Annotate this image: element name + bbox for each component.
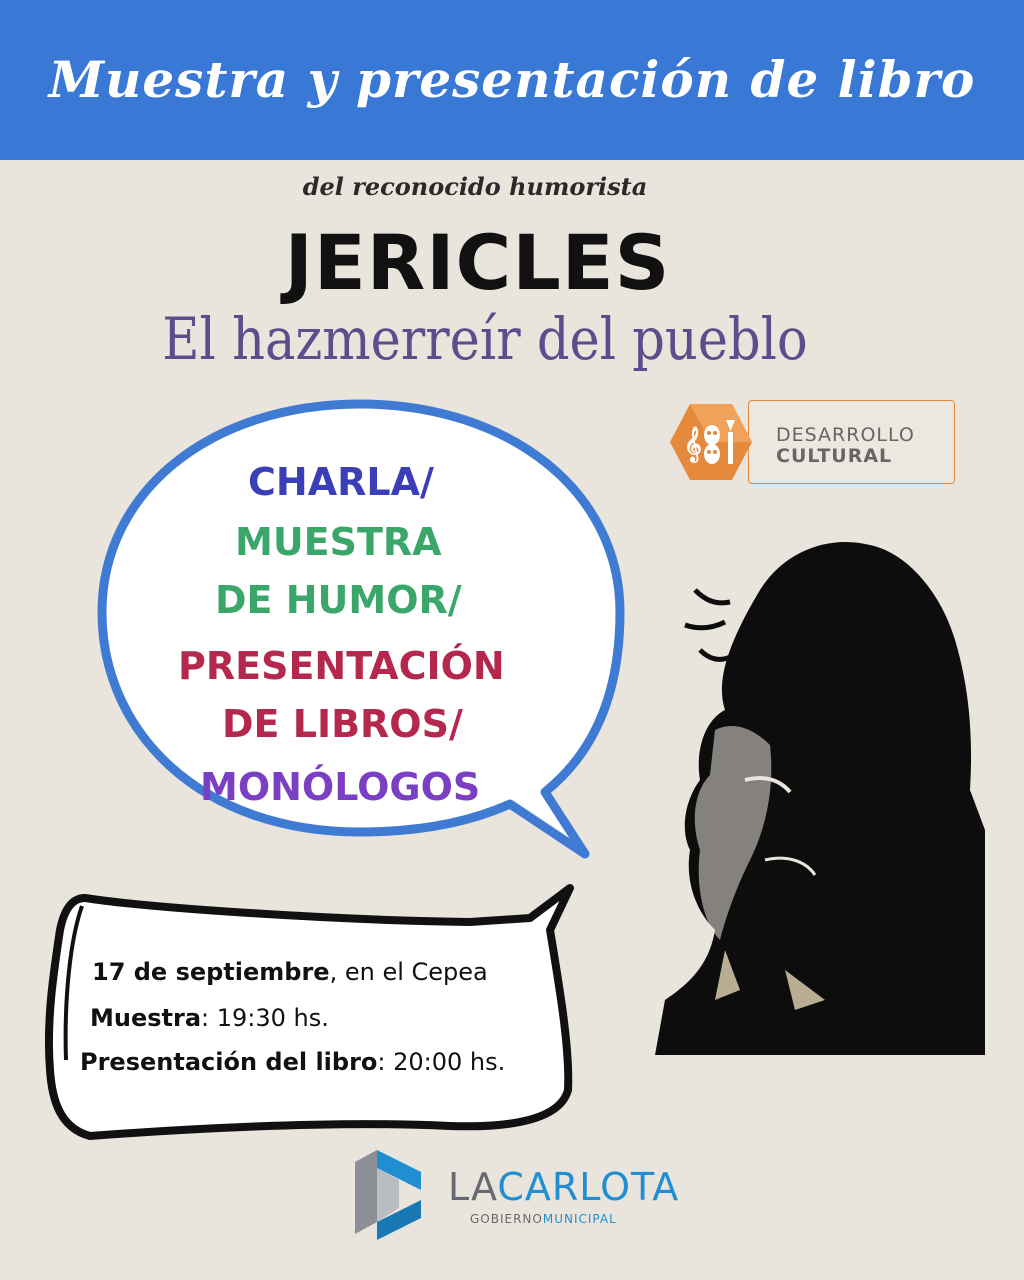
activity-charla: CHARLA/ bbox=[248, 460, 434, 504]
event-date-place: , en el Cepea bbox=[329, 958, 488, 986]
logo-name-la: LA bbox=[448, 1165, 498, 1209]
page-title: Muestra y presentación de libro bbox=[48, 50, 976, 109]
svg-text:𝄞: 𝄞 bbox=[684, 427, 702, 462]
theater-music-art-icon bbox=[668, 402, 754, 482]
la-carlota-logo-subtitle bbox=[470, 1212, 617, 1226]
event-muestra-time bbox=[90, 1004, 329, 1032]
book-title: El hazmerreír del pueblo bbox=[162, 305, 808, 373]
presentacion-time: : 20:00 hs. bbox=[377, 1048, 506, 1076]
author-portrait bbox=[655, 530, 990, 1060]
activity-de-humor: DE HUMOR/ bbox=[215, 578, 462, 622]
logo-text-line2: CULTURAL bbox=[776, 445, 893, 467]
logo-sub-municipal: MUNICIPAL bbox=[542, 1212, 617, 1226]
activity-muestra: MUESTRA bbox=[235, 520, 442, 564]
event-presentacion-time bbox=[80, 1048, 505, 1076]
la-carlota-logo-icon bbox=[355, 1150, 435, 1240]
event-date bbox=[92, 958, 488, 986]
muestra-label: Muestra bbox=[90, 1004, 202, 1032]
desarrollo-cultural-logo bbox=[668, 400, 953, 484]
logo-name-carlota: CARLOTA bbox=[497, 1165, 680, 1209]
activity-monologos: MONÓLOGOS bbox=[200, 765, 481, 809]
event-date-label: 17 de septiembre bbox=[92, 958, 330, 986]
presentacion-label: Presentación del libro bbox=[80, 1048, 378, 1076]
activity-presentacion: PRESENTACIÓN bbox=[178, 644, 505, 688]
activity-de-libros: DE LIBROS/ bbox=[222, 702, 463, 746]
intro-subtitle: del reconocido humorista bbox=[302, 172, 648, 201]
author-name: JERICLES bbox=[284, 218, 671, 307]
muestra-time: : 19:30 hs. bbox=[201, 1004, 329, 1032]
la-carlota-logo-name bbox=[448, 1165, 679, 1209]
logo-sub-gobierno: GOBIERNO bbox=[470, 1212, 543, 1226]
logo-text-line1: DESARROLLO bbox=[776, 424, 915, 446]
